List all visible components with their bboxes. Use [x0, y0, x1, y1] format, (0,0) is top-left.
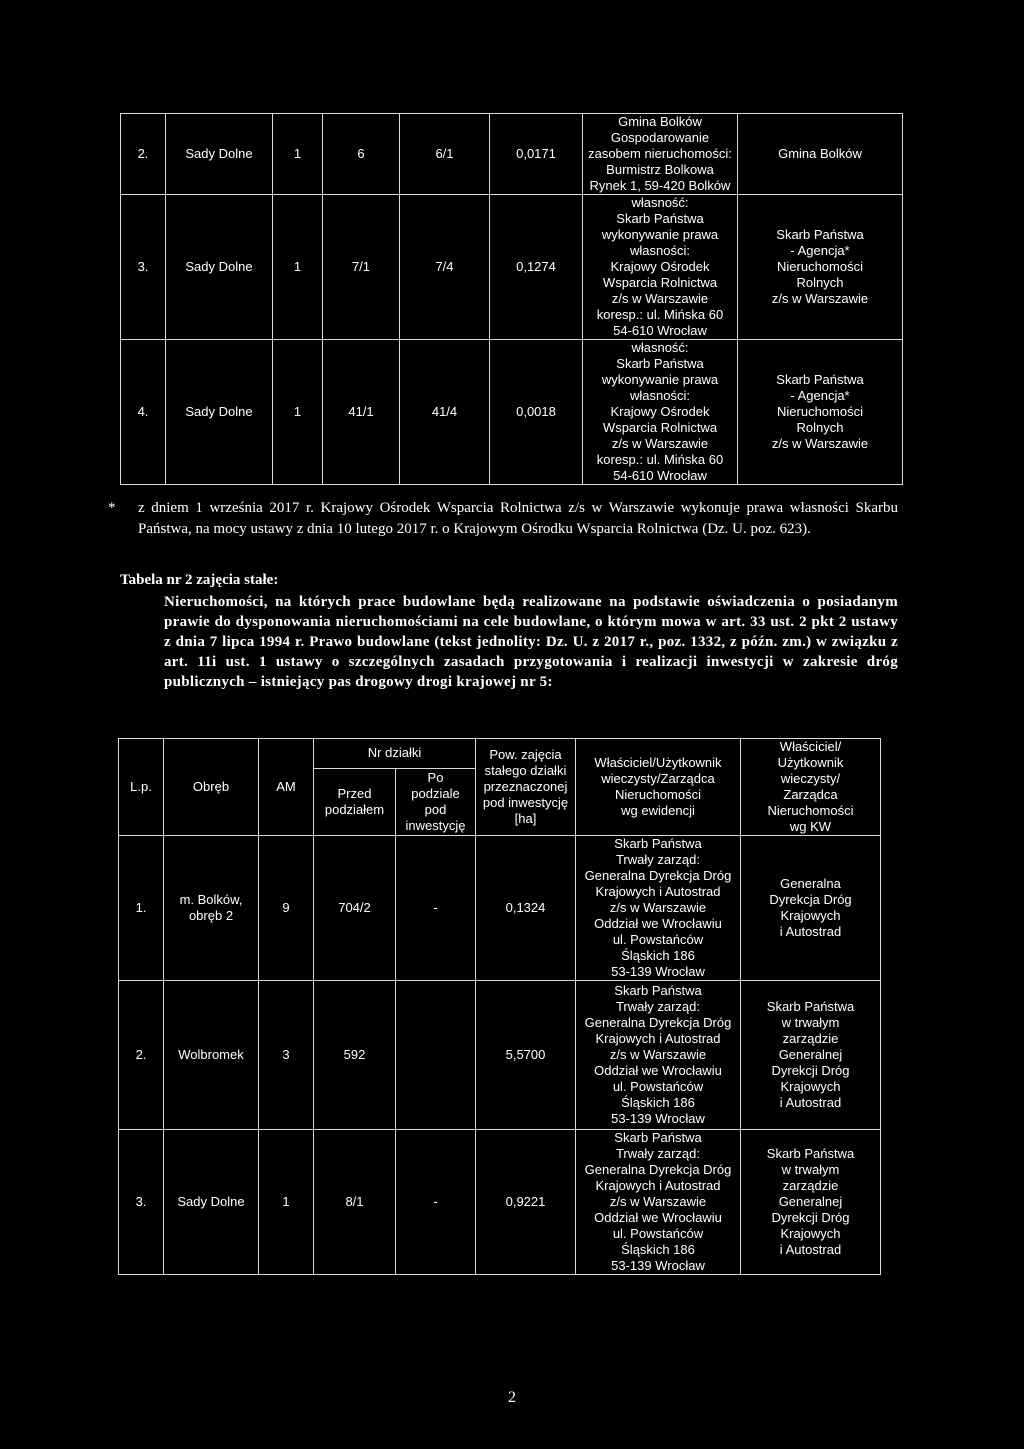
page-number: 2: [508, 1389, 516, 1406]
area-cell: 0,1324: [476, 836, 576, 981]
owner-registry-cell: Gmina Bolków Gospodarowanie zasobem nieruchomości: Burmistrz Bolkowa Rynek 1, 59-420 Bolków: [583, 114, 738, 195]
parcel-before-cell: 41/1: [323, 340, 400, 485]
owner-kw-cell: Generalna Dyrekcja Dróg Krajowych i Autostrad: [741, 836, 881, 981]
lp-cell: 3.: [119, 1130, 164, 1275]
obreb-cell: m. Bolków, obręb 2: [164, 836, 259, 981]
footnote-marker: *: [108, 500, 116, 516]
am-cell: 3: [259, 981, 314, 1130]
parcel-after-cell: 7/4: [400, 195, 490, 340]
owner-kw-cell: Skarb Państwa w trwałym zarządzie Generalnej Dyrekcji Dróg Krajowych i Autostrad: [741, 1130, 881, 1275]
owner-kw-cell: Skarb Państwa - Agencja* Nieruchomości Rolnych z/s w Warszawie: [738, 340, 903, 485]
am-cell: 1: [273, 340, 323, 485]
footnote-text: z dniem 1 września 2017 r. Krajowy Ośrodek Wsparcia Rolnictwa z/s w Warszawie wykonuje prawa własności Skarbu Państwa, na mocy ustawy z dnia 10 lutego 2017 r. o Krajowym Ośrodku Wsparcia Rolnictwa (Dz. U. poz. 623).: [138, 500, 898, 537]
header-after-division: Po podziale pod inwestycję: [396, 768, 476, 835]
am-cell: 9: [259, 836, 314, 981]
owner-registry-cell: własność: Skarb Państwa wykonywanie prawa własności: Krajowy Ośrodek Wsparcia Rolnictwa z/s w Warszawie koresp.: ul. Mińska 60 54-610 Wrocław: [583, 195, 738, 340]
header-am: AM: [259, 739, 314, 836]
obreb-cell: Sady Dolne: [166, 114, 273, 195]
parcel-before-cell: 704/2: [314, 836, 396, 981]
parcel-after-cell: -: [396, 1130, 476, 1275]
table-row: [121, 195, 903, 340]
owner-registry-cell: Skarb Państwa Trwały zarząd: Generalna Dyrekcja Dróg Krajowych i Autostrad z/s w Warszawie Oddział we Wrocławiu ul. Powstańców Śląskich 186 53-139 Wrocław: [576, 981, 741, 1130]
area-cell: 0,0018: [490, 340, 583, 485]
section-description: Nieruchomości, na których prace budowlane będą realizowane na podstawie oświadczenia o posiadanym prawie do dysponowania nieruchomościami na cele budowlane, o którym mowa w art. 33 ust. 2 pkt 2 ustawy z dnia 7 lipca 1994 r. Prawo budowlane (tekst jednolity: Dz. U. z 2017 r., poz. 1332, z późn. zm.) w związku z art. 11i ust. 1 ustawy o szczególnych zasadach przygotowania i realizacji inwestycji w zakresie dróg publicznych – istniejący pas drogowy drogi krajowej nr 5:: [164, 594, 898, 690]
header-owner-registry: Właściciel/Użytkownik wieczysty/Zarządca Nieruchomości wg ewidencji: [576, 739, 741, 836]
lp-cell: 1.: [119, 836, 164, 981]
header-nr-dzialki: Nr działki: [314, 739, 476, 769]
header-before-division: Przed podziałem: [314, 768, 396, 835]
table-row: [119, 836, 881, 981]
parcel-before-cell: 8/1: [314, 1130, 396, 1275]
lp-cell: 2.: [121, 114, 166, 195]
owner-registry-cell: Skarb Państwa Trwały zarząd: Generalna Dyrekcja Dróg Krajowych i Autostrad z/s w Warszawie Oddział we Wrocławiu ul. Powstańców Śląskich 186 53-139 Wrocław: [576, 1130, 741, 1275]
area-cell: 0,1274: [490, 195, 583, 340]
parcel-after-cell: [396, 981, 476, 1130]
parcel-before-cell: 7/1: [323, 195, 400, 340]
am-cell: 1: [259, 1130, 314, 1275]
obreb-cell: Sady Dolne: [166, 195, 273, 340]
table-header-row: [119, 739, 881, 769]
table-row: [119, 981, 881, 1130]
area-cell: 5,5700: [476, 981, 576, 1130]
parcel-after-cell: 41/4: [400, 340, 490, 485]
area-cell: 0,0171: [490, 114, 583, 195]
lp-cell: 4.: [121, 340, 166, 485]
header-lp: L.p.: [119, 739, 164, 836]
obreb-cell: Wolbromek: [164, 981, 259, 1130]
permanent-occupation-table: [118, 738, 881, 1275]
lp-cell: 3.: [121, 195, 166, 340]
table-row: [119, 1130, 881, 1275]
lp-cell: 2.: [119, 981, 164, 1130]
owner-registry-cell: Skarb Państwa Trwały zarząd: Generalna Dyrekcja Dróg Krajowych i Autostrad z/s w Warszawie Oddział we Wrocławiu ul. Powstańców Śląskich 186 53-139 Wrocław: [576, 836, 741, 981]
parcel-after-cell: 6/1: [400, 114, 490, 195]
table-row: [121, 340, 903, 485]
am-cell: 1: [273, 114, 323, 195]
header-owner-kw: Właściciel/ Użytkownik wieczysty/ Zarządca Nieruchomości wg KW: [741, 739, 881, 836]
section-heading: Tabela nr 2 zajęcia stałe:: [120, 572, 279, 588]
header-area: Pow. zajęcia stałego działki przeznaczonej pod inwestycję [ha]: [476, 739, 576, 836]
header-obreb: Obręb: [164, 739, 259, 836]
owner-kw-cell: Skarb Państwa w trwałym zarządzie Generalnej Dyrekcji Dróg Krajowych i Autostrad: [741, 981, 881, 1130]
owner-registry-cell: własność: Skarb Państwa wykonywanie prawa własności: Krajowy Ośrodek Wsparcia Rolnictwa z/s w Warszawie koresp.: ul. Mińska 60 54-610 Wrocław: [583, 340, 738, 485]
area-cell: 0,9221: [476, 1130, 576, 1275]
footnote: [108, 498, 898, 540]
parcel-before-cell: 6: [323, 114, 400, 195]
parcel-after-cell: -: [396, 836, 476, 981]
table-row: [121, 114, 903, 195]
am-cell: 1: [273, 195, 323, 340]
obreb-cell: Sady Dolne: [166, 340, 273, 485]
obreb-cell: Sady Dolne: [164, 1130, 259, 1275]
parcels-table-continued: [120, 113, 903, 485]
owner-kw-cell: Gmina Bolków: [738, 114, 903, 195]
parcel-before-cell: 592: [314, 981, 396, 1130]
owner-kw-cell: Skarb Państwa - Agencja* Nieruchomości Rolnych z/s w Warszawie: [738, 195, 903, 340]
